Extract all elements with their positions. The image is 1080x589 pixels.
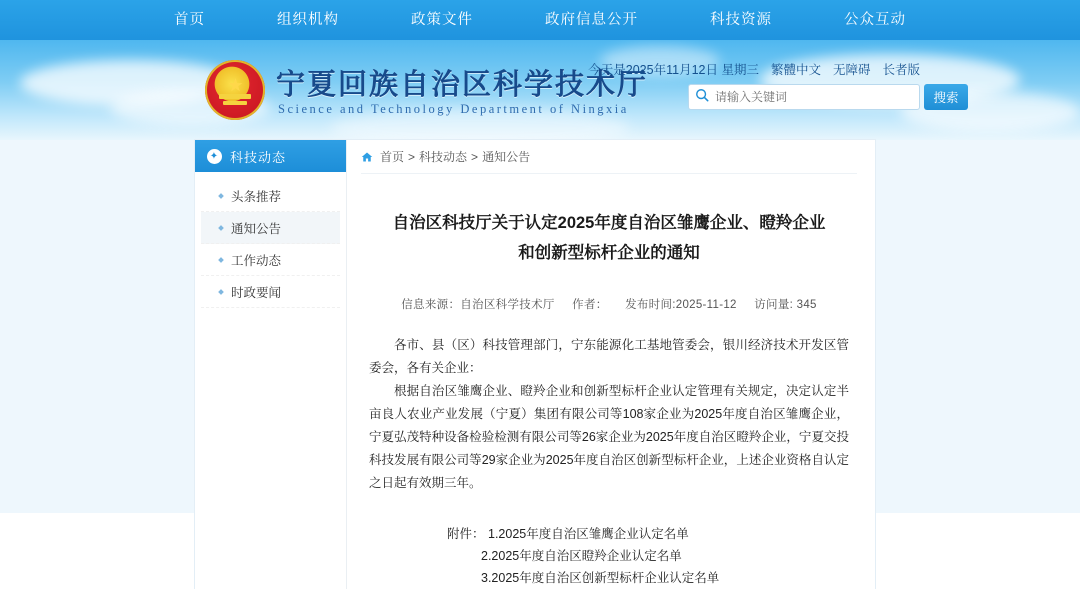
article-paragraph: 根据自治区雏鹰企业、瞪羚企业和创新型标杆企业认定管理有关规定，决定认定半亩良人农业产业发展（宁夏）集团有限公司等108家企业为2025年度自治区雏鹰企业，宁夏弘茂特种设备检验检测有限公司等26家企业为2025年度自治区瞪羚企业，宁夏交投科技发展有限公司等29家企业为2025年度自治区创新型标杆企业，上述企业资格自认定之日起有效期三年。 (369, 384, 849, 490)
site-title: 宁夏回族自治区科学技术厅 (276, 69, 649, 101)
search-button[interactable]: 搜索 (924, 84, 968, 110)
current-date: 今天是2025年11月12日 星期三 (588, 63, 759, 77)
home-icon (361, 151, 373, 163)
nav-item-gov-info[interactable]: 政府信息公开 (545, 12, 638, 28)
site-subtitle: Science and Technology Department of Ningxia (278, 102, 629, 116)
sidebar-item-label: 工作动态 (231, 253, 282, 268)
sidebar-item-label: 头条推荐 (231, 189, 282, 204)
bullet-icon (218, 257, 224, 263)
elder-mode-link[interactable]: 长者版 (882, 63, 920, 77)
site-banner (0, 40, 1080, 140)
breadcrumb (361, 140, 857, 174)
attachment-row (447, 523, 857, 545)
breadcrumb-item-notice[interactable]: 通知公告 (482, 150, 531, 164)
breadcrumb-separator: > (408, 149, 416, 164)
attachment-item-1[interactable]: 1.2025年度自治区雏鹰企业认定名单 (488, 527, 689, 541)
nav-item-home[interactable]: 首页 (174, 12, 205, 28)
breadcrumb-separator: > (471, 149, 479, 164)
article-paragraph: 各市、县（区）科技管理部门，宁东能源化工基地管委会，银川经济技术开发区管委会，各有关企业： (369, 338, 849, 375)
nav-item-resources[interactable]: 科技资源 (710, 12, 772, 28)
sidebar-header-label: 科技动态 (230, 149, 287, 165)
meta-source: 信息来源：自治区科学技术厅 (401, 299, 555, 311)
sidebar-item-notice[interactable] (201, 212, 340, 244)
lang-switch[interactable]: 繁體中文 (770, 63, 821, 77)
attachment-row (447, 567, 857, 589)
content-wrapper (195, 140, 875, 589)
article-body (361, 334, 857, 495)
meta-author: 作者： (572, 299, 608, 311)
sidebar-item-headline[interactable] (201, 180, 340, 212)
national-emblem-icon: ★ (205, 60, 265, 120)
sidebar-header (195, 140, 346, 172)
search-box[interactable] (688, 84, 920, 110)
nav-item-interaction[interactable]: 公众互动 (844, 12, 906, 28)
nav-item-organization[interactable]: 组织机构 (277, 12, 339, 28)
sidebar-item-current-affairs[interactable] (201, 276, 340, 308)
meta-publish-time: 发布时间:2025-11-12 (625, 299, 737, 311)
top-navigation (0, 0, 1080, 40)
sidebar-item-label: 时政要闻 (231, 285, 282, 300)
sidebar-list (195, 172, 346, 308)
article-title-line-1: 自治区科技厅关于认定2025年度自治区雏鹰企业、瞪羚企业 (392, 214, 826, 232)
search-icon (695, 88, 709, 107)
bullet-icon (218, 193, 224, 199)
attachment-list (361, 523, 857, 589)
breadcrumb-item-tech-news[interactable]: 科技动态 (419, 150, 468, 164)
accessibility-link[interactable]: 无障碍 (832, 63, 871, 77)
sidebar (195, 140, 347, 589)
attachment-item-2[interactable]: 2.2025年度自治区瞪羚企业认定名单 (481, 549, 682, 563)
page-background (0, 140, 1080, 585)
nav-item-policy[interactable]: 政策文件 (411, 12, 473, 28)
compass-icon: ✦ (207, 149, 222, 164)
article-meta (361, 296, 857, 312)
article-title-line-2: 和创新型标杆企业的通知 (518, 244, 700, 262)
meta-visits: 访问量: 345 (754, 299, 817, 311)
breadcrumb-item-home[interactable]: 首页 (380, 150, 405, 164)
sidebar-item-label: 通知公告 (231, 221, 282, 236)
bullet-icon (218, 289, 224, 295)
bullet-icon (218, 225, 224, 231)
utility-bar (588, 60, 920, 78)
search-input[interactable] (709, 86, 899, 108)
sidebar-item-work-news[interactable] (201, 244, 340, 276)
main-content (347, 140, 875, 589)
attachment-item-3[interactable]: 3.2025年度自治区创新型标杆企业认定名单 (481, 571, 720, 585)
attachment-label: 附件： (447, 527, 485, 541)
attachment-row (447, 545, 857, 567)
article-title (377, 208, 841, 268)
